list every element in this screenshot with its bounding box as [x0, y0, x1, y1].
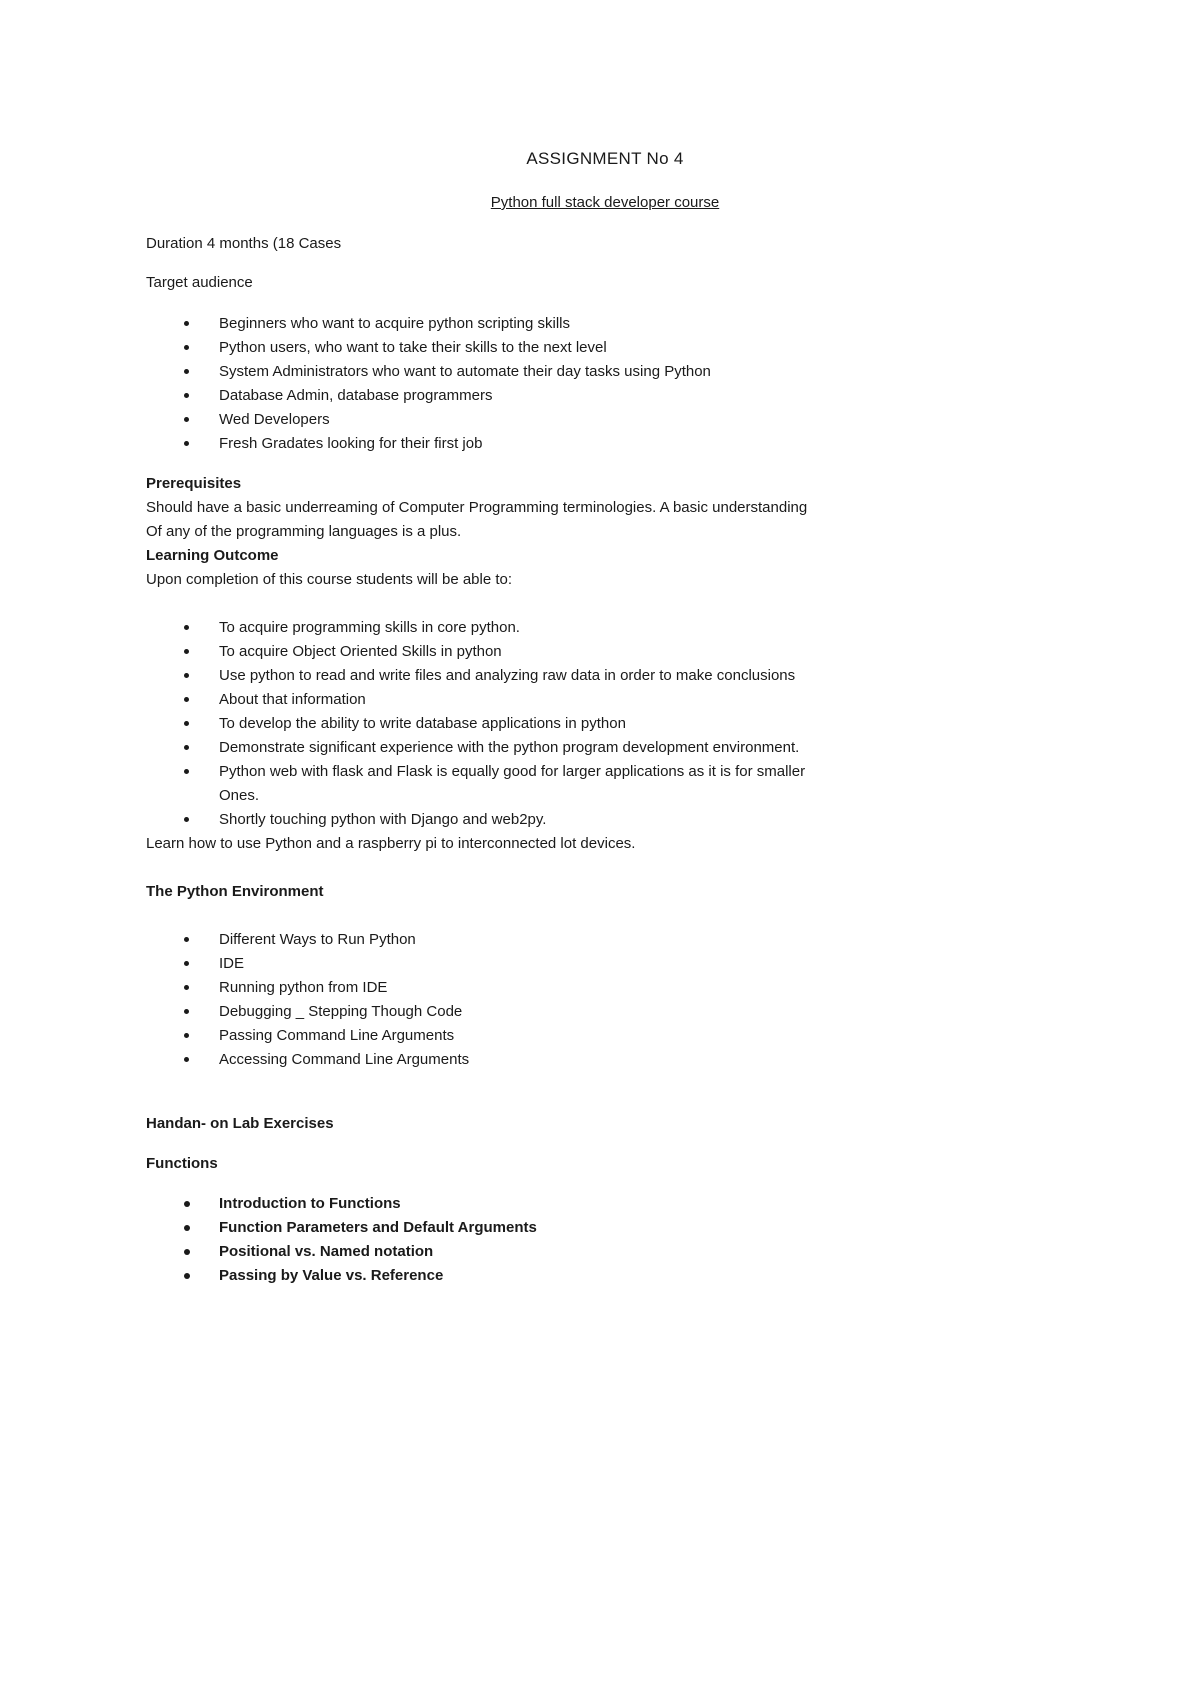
learning-outcome-heading: Learning Outcome [146, 547, 279, 564]
bullet-icon [184, 1249, 190, 1255]
bullet-icon [184, 937, 189, 942]
lab-heading: Handan- on Lab Exercises [146, 1115, 334, 1132]
bullet-icon [184, 345, 189, 350]
list-item-continuation: Ones. [219, 787, 260, 804]
bullet-icon [184, 769, 189, 774]
environment-heading: The Python Environment [146, 883, 324, 900]
bullet-icon [184, 673, 189, 678]
bullet-icon [184, 1201, 190, 1207]
functions-heading: Functions [146, 1155, 218, 1172]
bullet-icon [184, 961, 189, 966]
document-page: ASSIGNMENT No 4 Python full stack developer course Duration 4 months (18 Cases Target audience Beginners who want to acquire python scripting skills Python users, who want to take their skills to the next level System Administrators who want to automate their day tasks using Python Database Admin, database programmers Wed Developers Fresh Gradates looking for their first job Prerequisites Should have a basic underreaming of Computer Programming terminologies. A basic understanding Of any of the programming languages is a plus. Learning Outcome Upon completion of this course students will be able to: To acquire programming skills in core python. To acquire Object Oriented Skills in python Use python to read and write files and analyzing raw data in order to make conclusions About that information To develop the ability to write database applications in python Demonstrate significant experience with the python program development environment. Python web with flask and Flask is equally good for larger applications as it is for smaller Ones. Shortly touching python with Django and web2py. Learn how to use Python and a raspberry pi to interconnected lot devices. The Python Environment Different Ways to Run Python IDE Running python from IDE Debugging _ Stepping Though Code Passing Command Line Arguments Accessing Command Line Arguments Handan- on Lab Exercises Functions Introduction to Functions Function Parameters and Default Arguments Positional vs. Named notation Passing by Value vs. Reference [0, 0, 1200, 1698]
document-title: ASSIGNMENT No 4 [526, 149, 684, 168]
bullet-icon [184, 321, 189, 326]
target-audience-heading: Target audience [146, 274, 253, 291]
bullet-icon [184, 417, 189, 422]
bullet-icon [184, 697, 189, 702]
bullet-icon [184, 1273, 190, 1279]
bullet-icon [184, 817, 189, 822]
course-subtitle: Python full stack developer course [490, 194, 720, 211]
bullet-icon [184, 1225, 190, 1231]
bullet-icon [184, 721, 189, 726]
iot-text: Learn how to use Python and a raspberry pi to interconnected lot devices. [146, 835, 636, 852]
bullet-icon [184, 393, 189, 398]
prerequisites-text: Should have a basic underreaming of Computer Programming terminologies. A basic understanding [146, 499, 808, 516]
duration-text: Duration 4 months (18 Cases [146, 235, 342, 252]
bullet-icon [184, 441, 189, 446]
bullet-icon [184, 1057, 189, 1062]
bullet-icon [184, 1009, 189, 1014]
prerequisites-text: Of any of the programming languages is a plus. [146, 523, 462, 540]
bullet-icon [184, 745, 189, 750]
bullet-icon [184, 1033, 189, 1038]
bullet-icon [184, 985, 189, 990]
bullet-icon [184, 625, 189, 630]
bullet-icon [184, 369, 189, 374]
bullet-icon [184, 649, 189, 654]
prerequisites-heading: Prerequisites [146, 475, 242, 492]
learning-outcome-intro: Upon completion of this course students will be able to: [146, 571, 513, 588]
